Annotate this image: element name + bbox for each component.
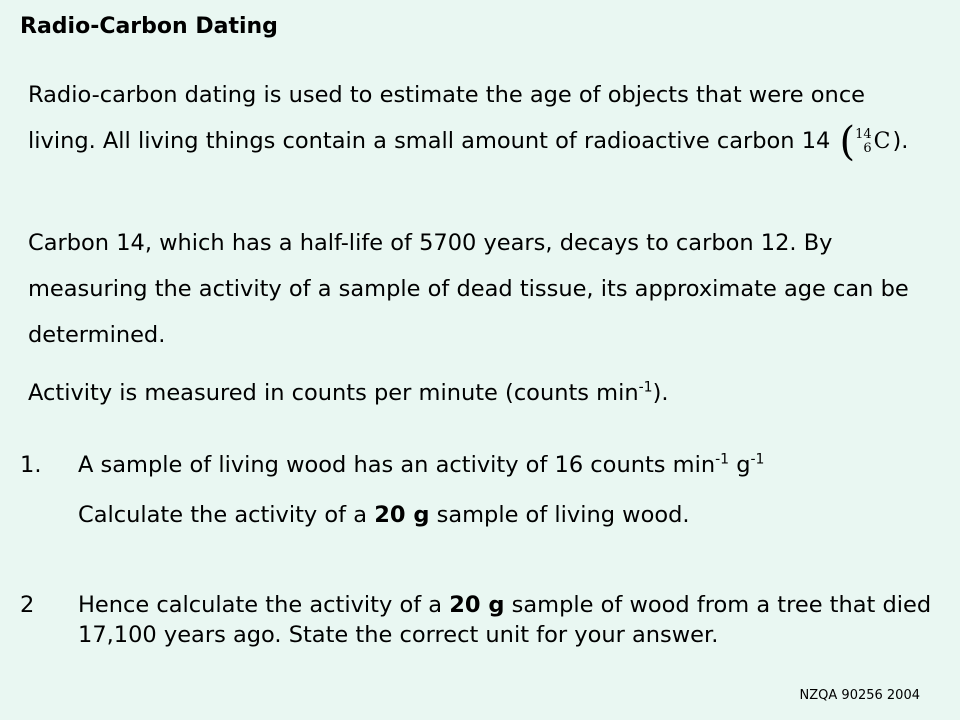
activity-paragraph <box>28 370 928 416</box>
intro-text: Radio-carbon dating is used to estimate the age of objects that were once living. All living things contain a small amount of radioactive carbon 14 <box>28 82 866 154</box>
question-2-body: Hence calculate the activity of a 20 g sample of wood from a tree that died 17,100 years ago. State the correct unit for your answer. <box>78 592 932 648</box>
question-1-mass: 20 g <box>374 502 430 528</box>
isotope-mass-number: 14 <box>855 127 872 142</box>
question-2-mass: 20 g <box>449 592 505 618</box>
intro-close: ). <box>892 128 909 154</box>
gram-exponent: -1 <box>750 451 765 468</box>
question-1-line-1: A sample of living wood has an activity of 16 counts $\min^{-1} g^{-1}$ <box>78 451 765 478</box>
intro-paragraph <box>28 72 928 165</box>
isotope-open-paren: ( <box>839 119 856 165</box>
question-1-number: 1. <box>20 452 42 478</box>
carbon-14-isotope-notation <box>840 118 891 165</box>
source-reference: NZQA 90256 2004 <box>799 688 920 703</box>
question-2-number: 2 <box>20 592 35 618</box>
page-title: Radio-Carbon Dating <box>20 14 278 39</box>
activity-text: Activity is measured in counts per minute (counts min <box>28 380 639 406</box>
activity-end: ). <box>652 380 669 406</box>
activity-unit-exponent: -1 <box>638 379 653 396</box>
question-1-body <box>78 440 938 540</box>
min-exponent: -1 <box>715 451 730 468</box>
isotope-atomic-number: 6 <box>863 141 872 156</box>
isotope-symbol: C <box>873 129 891 154</box>
half-life-paragraph: Carbon 14, which has a half-life of 5700 years, decays to carbon 12. By measuring the activity of a sample of dead tissue, its approximate age can be determined. <box>28 230 909 348</box>
question-1-line-2: Calculate the activity of a 20 g sample of living wood. <box>78 502 690 528</box>
